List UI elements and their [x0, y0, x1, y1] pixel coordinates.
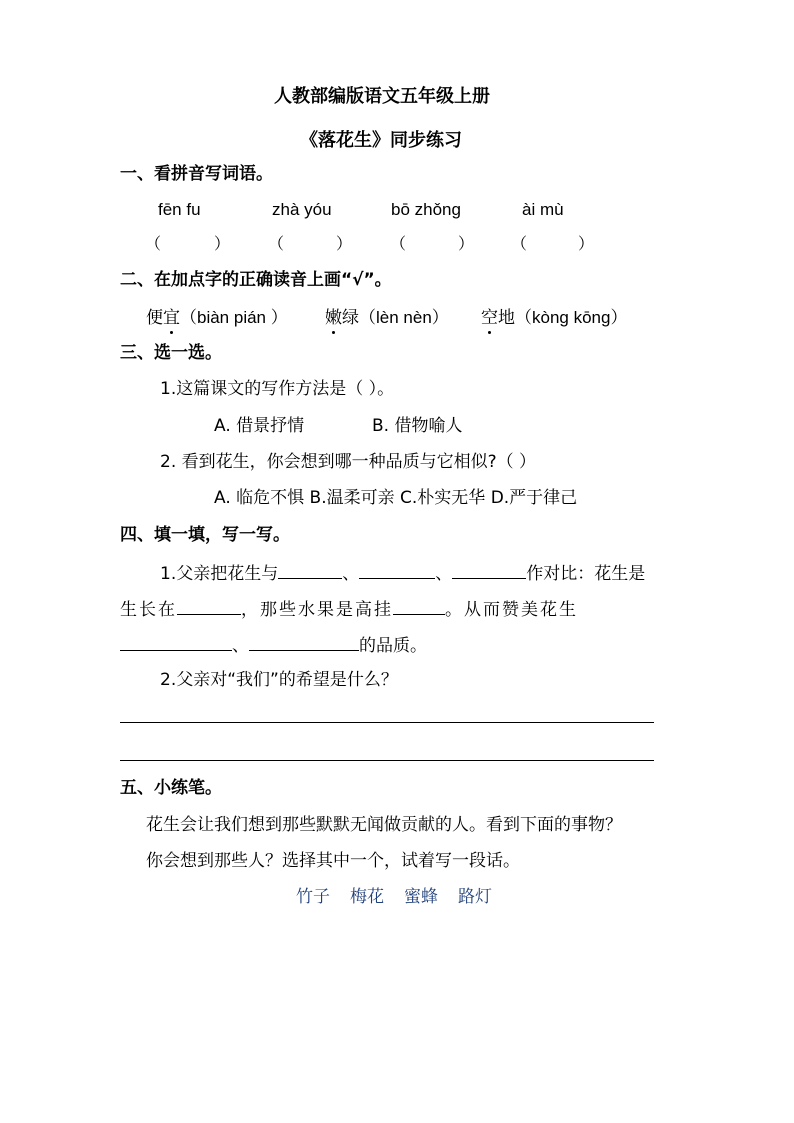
section4-heading: 四、填一填，写一写。	[120, 525, 290, 545]
question-4-1-line2	[120, 596, 578, 621]
question-4-2: 2.父亲对“我们”的希望是什么？	[160, 670, 398, 690]
pinyin-1: fēn fu	[158, 200, 201, 219]
text-segment: 、	[342, 564, 360, 584]
plain-char: 便	[146, 308, 163, 328]
fill-blank[interactable]	[278, 560, 342, 579]
pinyin-2: zhà yóu	[272, 200, 332, 219]
word-plum-blossom: 梅花	[350, 887, 384, 907]
section5-heading: 五、小练笔。	[120, 778, 222, 798]
answer-line-2[interactable]	[120, 760, 654, 761]
text-segment: 作对比：花生是	[526, 564, 646, 584]
plain-char: 绿	[342, 308, 359, 328]
pinyin-options: （biàn pián ）	[180, 308, 288, 327]
answer-paren-close-3: ）	[458, 234, 475, 253]
answer-paren-open-2: （	[268, 234, 285, 253]
pronunciation-item-2	[325, 307, 449, 329]
pinyin-4: ài mù	[522, 200, 564, 219]
pronunciation-item-3	[481, 307, 627, 329]
answer-paren-open-1: （	[145, 234, 162, 253]
options-3-2: A. 临危不惧 B.温柔可亲 C.朴实无华 D.严于律己	[214, 488, 578, 508]
answer-paren-close-2: ）	[336, 234, 353, 253]
section1-heading: 一、看拼音写词语。	[120, 164, 273, 184]
text-segment: ，那些水果是高挂	[241, 600, 393, 620]
fill-blank[interactable]	[177, 596, 241, 615]
option-3-1-b: B. 借物喻人	[372, 416, 463, 436]
section3-heading: 三、选一选。	[120, 343, 222, 363]
text-segment: 、	[232, 636, 249, 656]
dotted-char: 空	[481, 308, 498, 328]
text-segment: 1.父亲把花生与	[160, 564, 279, 584]
pinyin-options: （kòng kōng）	[515, 308, 628, 327]
pronunciation-item-1	[146, 307, 288, 329]
dotted-char: 嫩	[325, 308, 342, 328]
section5-text-1: 花生会让我们想到那些默默无闻做贡献的人。看到下面的事物？	[146, 815, 622, 835]
fill-blank[interactable]	[359, 560, 435, 579]
pinyin-3: bō zhǒng	[391, 200, 461, 219]
question-4-1-line1	[160, 560, 645, 585]
text-segment: 的品质。	[359, 636, 427, 656]
fill-blank[interactable]	[120, 632, 232, 651]
word-street-lamp: 路灯	[458, 887, 492, 907]
dotted-char: 宜	[163, 308, 180, 328]
text-segment: 生长在	[120, 600, 177, 620]
fill-blank[interactable]	[249, 632, 359, 651]
answer-paren-open-4: （	[511, 234, 528, 253]
section2-heading: 二、在加点字的正确读音上画“√”。	[120, 270, 392, 290]
answer-line-1[interactable]	[120, 722, 654, 723]
word-bamboo: 竹子	[296, 887, 330, 907]
option-3-1-a: A. 借景抒情	[214, 416, 305, 436]
section5-text-2: 你会想到那些人？选择其中一个，试着写一段话。	[146, 851, 520, 871]
plain-char: 地	[498, 308, 515, 328]
text-segment: 、	[435, 564, 453, 584]
page-subtitle: 《落花生》同步练习	[300, 130, 462, 151]
answer-paren-open-3: （	[390, 234, 407, 253]
page-title: 人教部编版语文五年级上册	[274, 86, 490, 107]
pinyin-options: （lèn nèn）	[359, 308, 449, 327]
fill-blank[interactable]	[393, 596, 445, 615]
answer-paren-close-1: ）	[214, 234, 231, 253]
fill-blank[interactable]	[452, 560, 526, 579]
question-4-1-line3	[120, 632, 427, 657]
question-3-1: 1.这篇课文的写作方法是（ ）。	[160, 379, 395, 399]
answer-paren-close-4: ）	[578, 234, 595, 253]
prompt-words	[296, 886, 512, 908]
word-bee: 蜜蜂	[404, 887, 438, 907]
text-segment: 。从而赞美花生	[445, 600, 578, 620]
question-3-2: 2. 看到花生，你会想到哪一种品质与它相似?（ ）	[160, 452, 537, 472]
